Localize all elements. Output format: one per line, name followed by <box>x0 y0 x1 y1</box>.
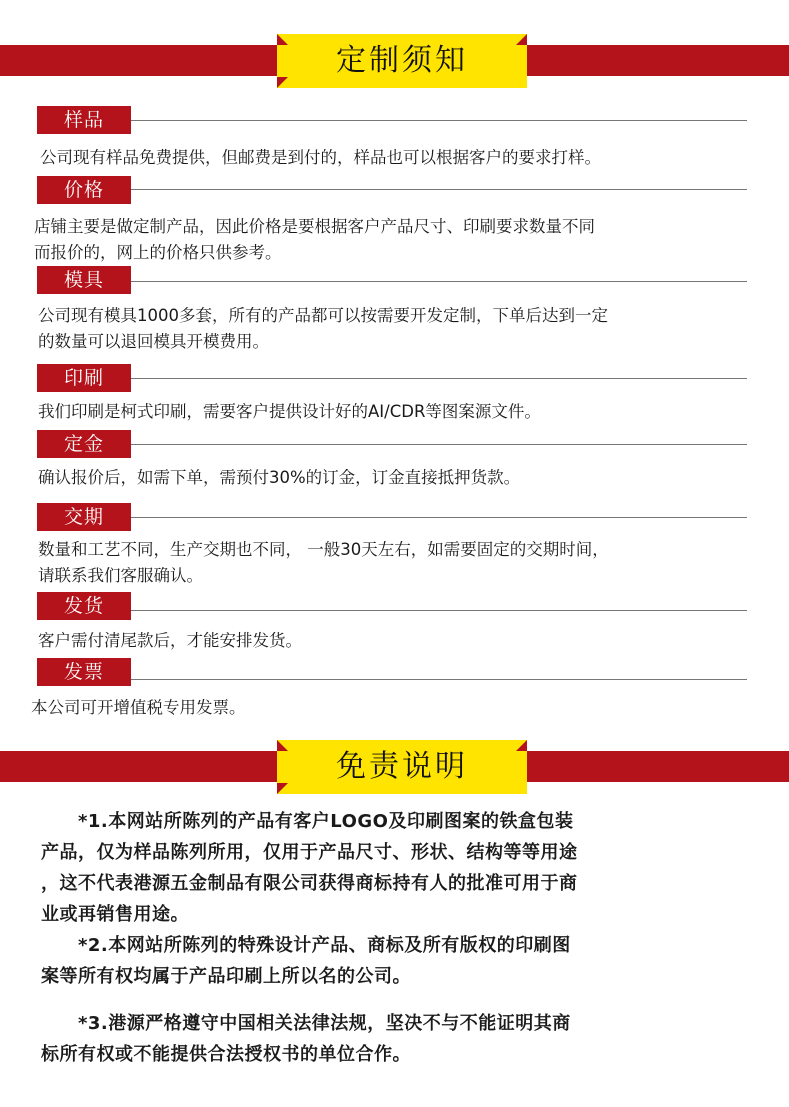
section-label-sample: 样品 <box>37 106 131 134</box>
section-rule <box>131 378 747 379</box>
notice-title: 定制须知 <box>277 34 527 88</box>
section-rule <box>131 281 747 282</box>
disclaimer-line: *1.本网站所陈列的产品有客户LOGO及印刷图案的铁盒包装 <box>41 811 574 832</box>
section-text: 确认报价后，如需下单，需预付30%的订金，订金直接抵押货款。 <box>38 468 521 487</box>
section-text: 店铺主要是做定制产品，因此价格是要根据客户产品尺寸、印刷要求数量不同 <box>34 217 595 236</box>
section-rule <box>131 679 747 680</box>
section-rule <box>131 610 747 611</box>
section-rule <box>131 189 747 190</box>
section-label-price: 价格 <box>37 176 131 204</box>
disclaimer-line: *2.本网站所陈列的特殊设计产品、商标及所有版权的印刷图 <box>41 935 571 956</box>
disclaimer-line: *3.港源严格遵守中国相关法律法规，坚决不与不能证明其商 <box>41 1013 571 1034</box>
section-text: 我们印刷是柯式印刷，需要客户提供设计好的AI/CDR等图案源文件。 <box>38 402 541 421</box>
section-label-mold: 模具 <box>37 266 131 294</box>
notice-banner <box>0 34 789 88</box>
section-text: 数量和工艺不同，生产交期也不同， 一般30天左右，如需要固定的交期时间， <box>38 540 609 559</box>
disclaimer-line: 产品，仅为样品陈列所用，仅用于产品尺寸、形状、结构等等用途 <box>41 842 578 863</box>
section-label-delivery-time: 交期 <box>37 503 131 531</box>
section-rule <box>131 120 747 121</box>
disclaimer-line: 案等所有权均属于产品印刷上所以名的公司。 <box>41 966 411 987</box>
section-label-printing: 印刷 <box>37 364 131 392</box>
section-label-deposit: 定金 <box>37 430 131 458</box>
section-label-shipping: 发货 <box>37 592 131 620</box>
section-text: 的数量可以退回模具开模费用。 <box>38 332 269 351</box>
section-text: 公司现有模具1000多套，所有的产品都可以按需要开发定制，下单后达到一定 <box>38 306 608 325</box>
section-text: 请联系我们客服确认。 <box>38 566 203 585</box>
section-text: 客户需付清尾款后，才能安排发货。 <box>38 631 302 650</box>
section-rule <box>131 444 747 445</box>
section-text: 而报价的，网上的价格只供参考。 <box>34 243 282 262</box>
section-text: 本公司可开增值税专用发票。 <box>31 698 246 717</box>
disclaimer-line: 标所有权或不能提供合法授权书的单位合作。 <box>41 1044 411 1065</box>
disclaimer-title: 免责说明 <box>277 740 527 794</box>
disclaimer-line: 业或再销售用途。 <box>41 904 189 925</box>
section-label-invoice: 发票 <box>37 658 131 686</box>
disclaimer-line: ，这不代表港源五金制品有限公司获得商标持有人的批准可用于商 <box>41 873 578 894</box>
section-text: 公司现有样品免费提供，但邮费是到付的，样品也可以根据客户的要求打样。 <box>40 148 601 167</box>
disclaimer-banner <box>0 740 789 794</box>
section-rule <box>131 517 747 518</box>
